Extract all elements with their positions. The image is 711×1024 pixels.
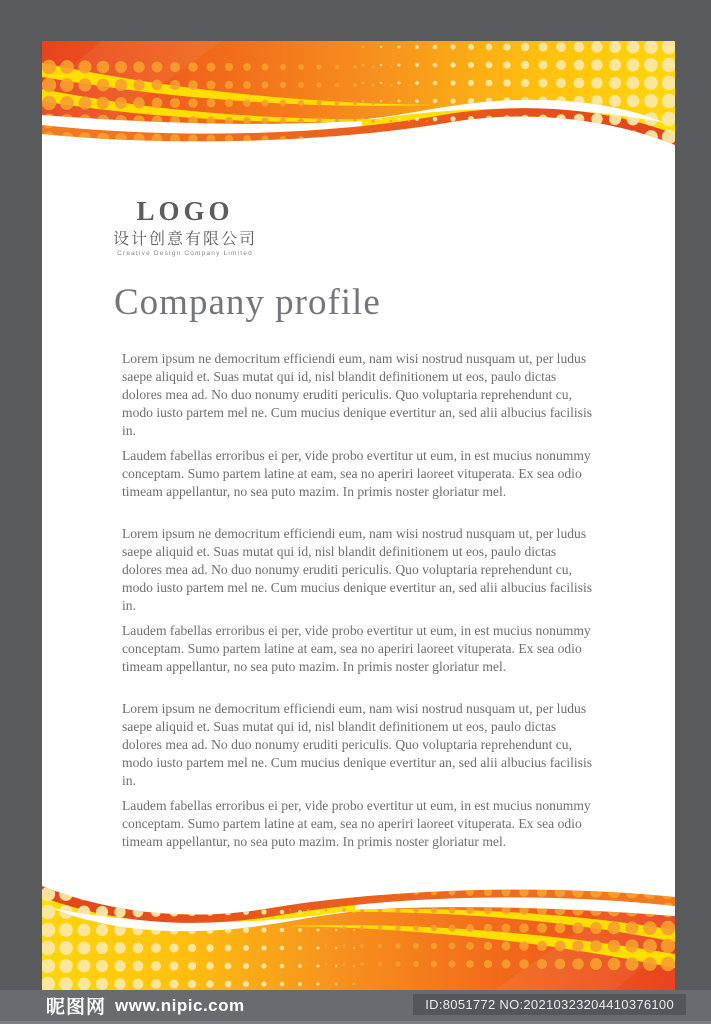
logo-text: LOGO — [136, 196, 234, 226]
nipic-brand — [46, 990, 245, 1021]
page-title: Company profile — [114, 282, 381, 323]
body-section — [122, 525, 596, 676]
company-logo — [80, 198, 290, 258]
body-paragraph: Lorem ipsum ne democritum efficiendi eum, nam wisi nostrud nusquam ut, per ludus saepe aliquid et. Suas mutat qui id, nisl blandit definitionem ut eos, paulo dictas dolores mea ad. No duo nonumy eruditi periculis. Quo voluptaria reprehendunt cu, modo iusto partem mel ne. Cum mucius denique evertitur an, sed alii albucius facilisis in. — [122, 526, 593, 613]
letterhead-page — [42, 41, 675, 990]
body-section — [122, 700, 596, 851]
logo-subtitle-cn: 设计创意有限公司 — [112, 229, 257, 248]
logo-subtitle-en: Creative Design Company Limited — [117, 250, 253, 257]
body-paragraph: Lorem ipsum ne democritum efficiendi eum, nam wisi nostrud nusquam ut, per ludus saepe aliquid et. Suas mutat qui id, nisl blandit definitionem ut eos, paulo dictas dolores mea ad. No duo nonumy eruditi periculis. Quo voluptaria reprehendunt cu, modo iusto partem mel ne. Cum mucius denique evertitur an, sed alii albucius facilisis in. — [122, 701, 593, 788]
body-text — [122, 350, 596, 875]
body-paragraph: Laudem fabellas erroribus ei per, vide probo evertitur ut eum, in est mucius nonummy conceptam. Sumo partem latine at eam, sea no aperiri laoreet vituperata. Ex sea odio timeam appellantur, no sea puto mazim. In primis noster gloriatur mel. — [122, 448, 591, 499]
top-wave-decoration — [42, 41, 675, 191]
body-section — [122, 350, 596, 501]
nipic-url: www.nipic.com — [115, 995, 245, 1015]
nipic-logo: 昵图网 — [46, 996, 107, 1018]
image-id-badge: ID:8051772 NO:20210323204410376100 — [413, 994, 686, 1015]
body-paragraph: Laudem fabellas erroribus ei per, vide probo evertitur ut eum, in est mucius nonummy conceptam. Sumo partem latine at eam, sea no aperiri laoreet vituperata. Ex sea odio timeam appellantur, no sea puto mazim. In primis noster gloriatur mel. — [122, 623, 591, 674]
body-paragraph: Lorem ipsum ne democritum efficiendi eum, nam wisi nostrud nusquam ut, per ludus saepe aliquid et. Suas mutat qui id, nisl blandit definitionem ut eos, paulo dictas dolores mea ad. No duo nonumy eruditi periculis. Quo voluptaria reprehendunt cu, modo iusto partem mel ne. Cum mucius denique evertitur an, sed alii albucius facilisis in. — [122, 351, 593, 438]
body-paragraph: Laudem fabellas erroribus ei per, vide probo evertitur ut eum, in est mucius nonummy conceptam. Sumo partem latine at eam, sea no aperiri laoreet vituperata. Ex sea odio timeam appellantur, no sea puto mazim. In primis noster gloriatur mel. — [122, 798, 591, 849]
watermark-bar — [0, 990, 711, 1024]
